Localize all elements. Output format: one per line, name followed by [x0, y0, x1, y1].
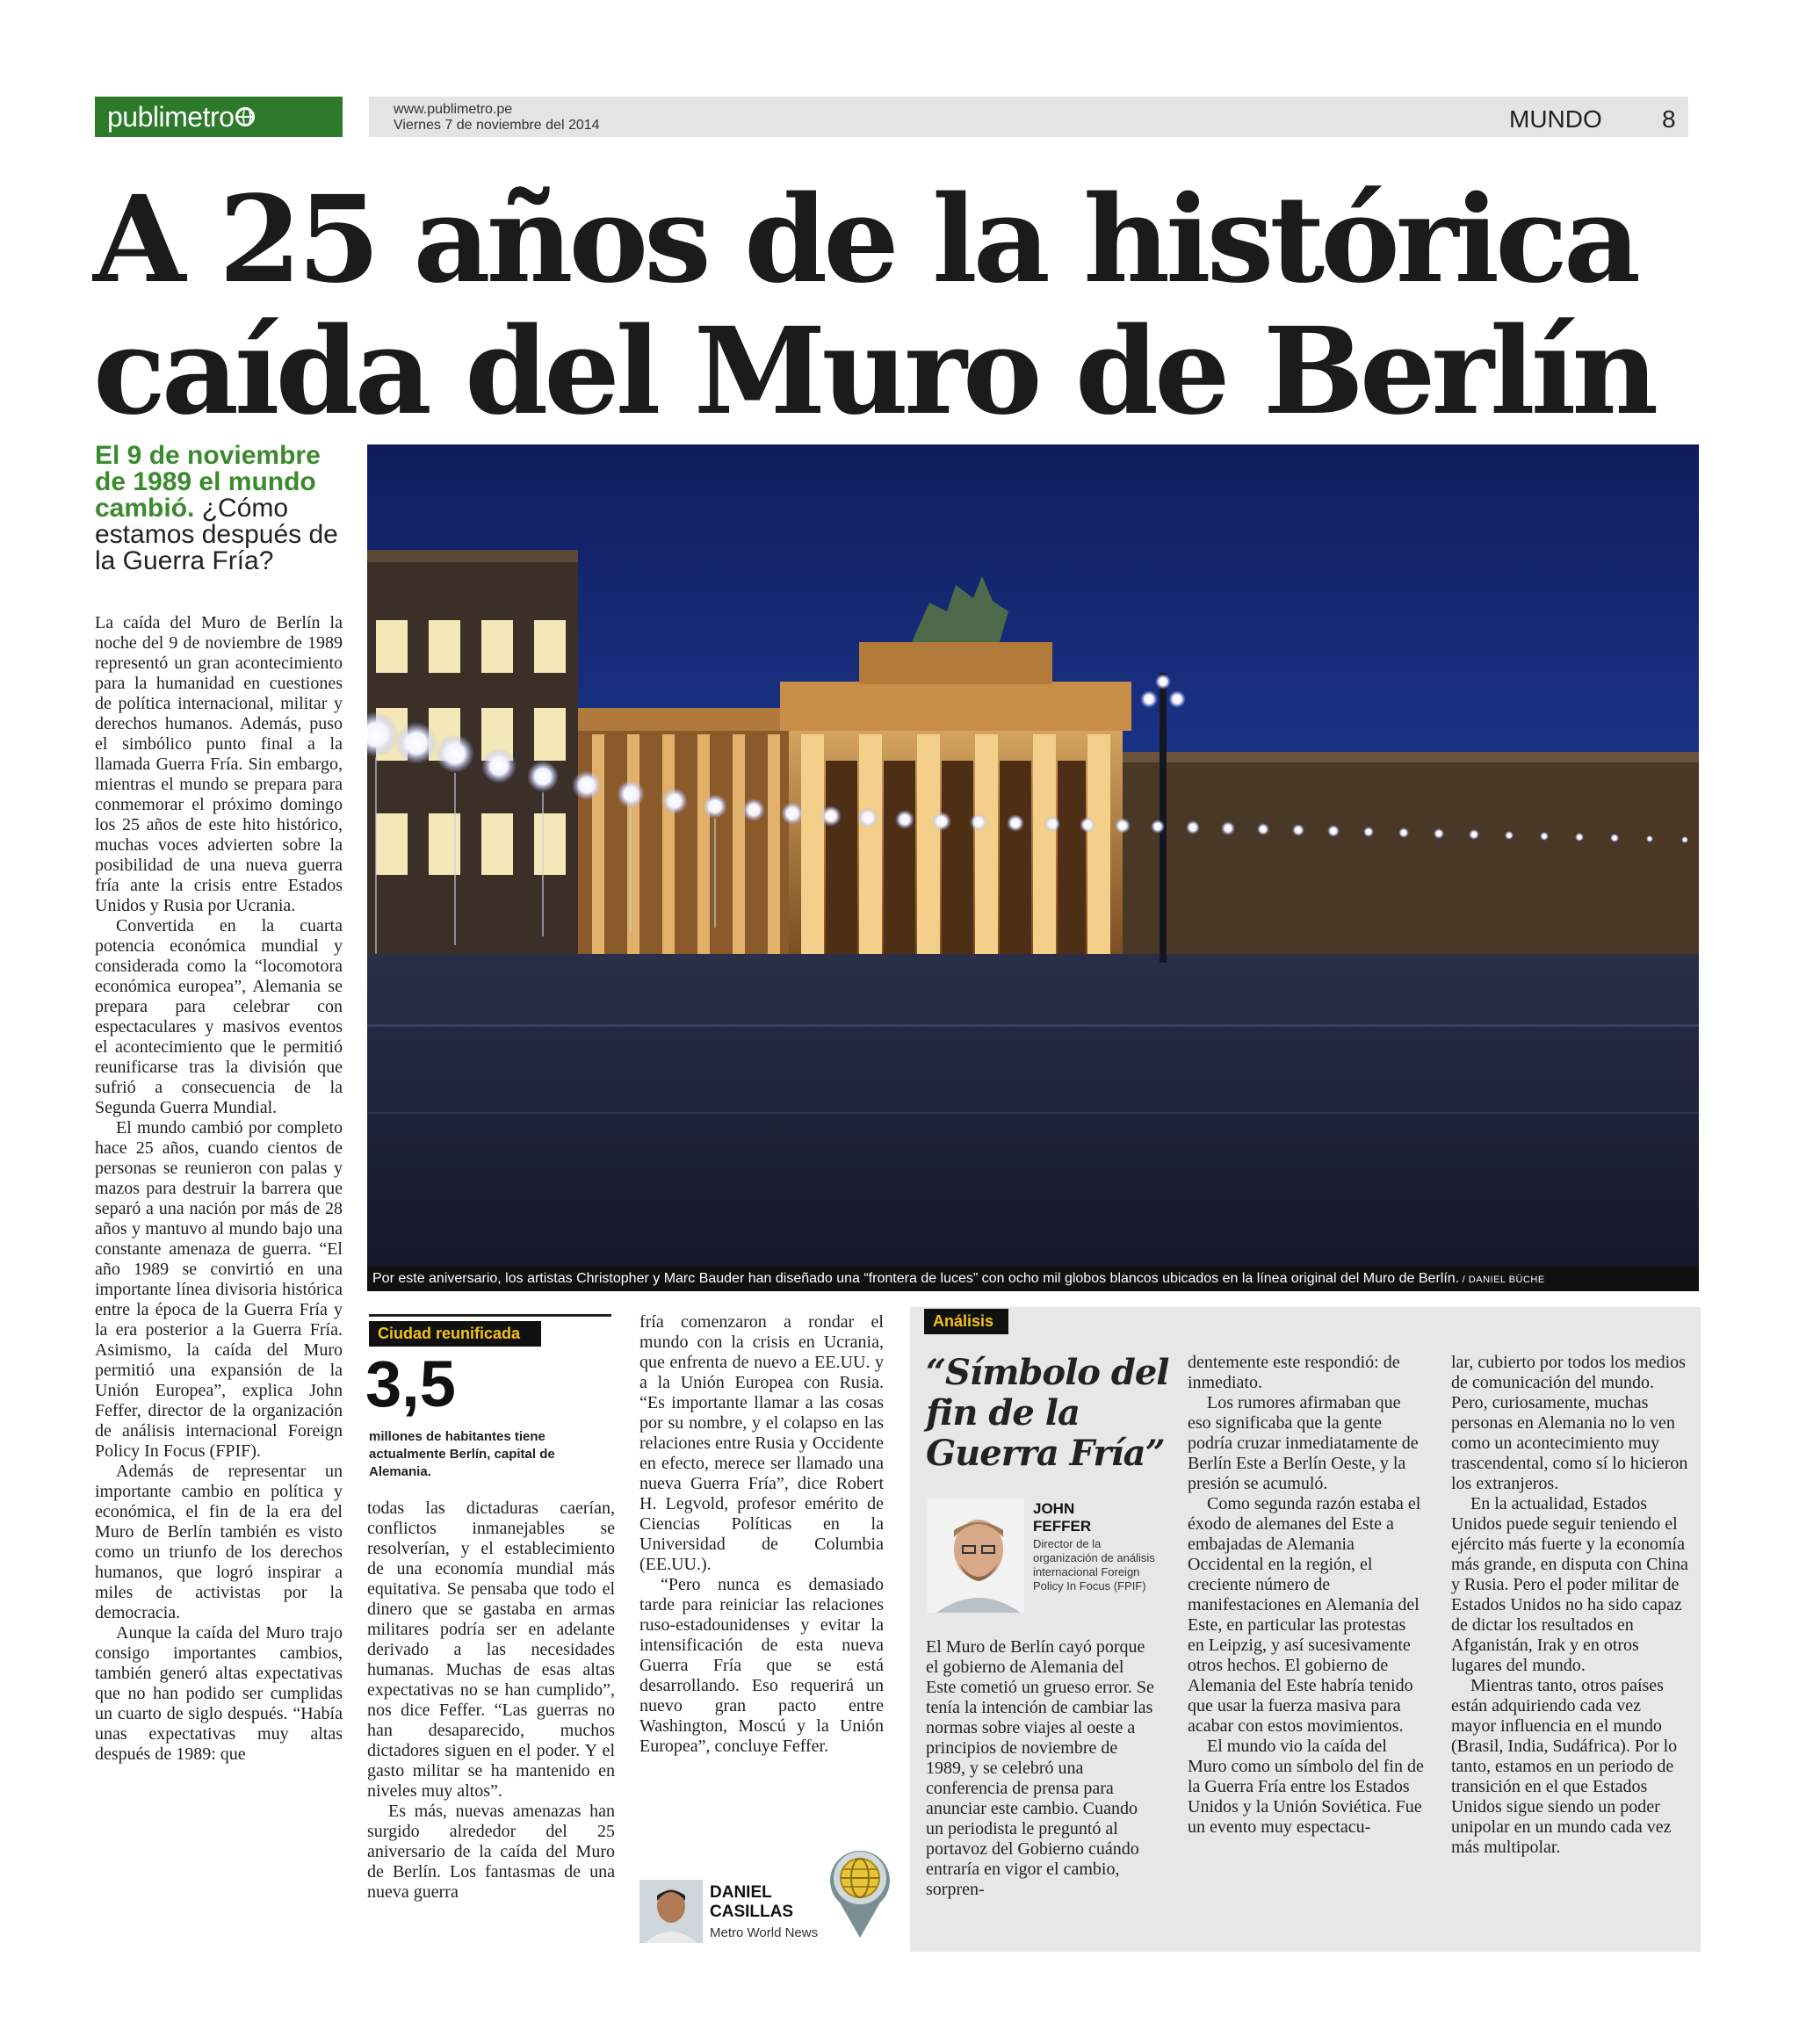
analysis-tag: Análisis	[924, 1309, 1008, 1334]
page-number: 8	[1662, 105, 1676, 133]
expert-avatar	[928, 1499, 1024, 1613]
headline-line-2: caída del Muro de Berlín	[93, 301, 1655, 442]
body-column-2	[367, 1499, 615, 1903]
paragraph: todas las dictaduras caerían, conflictos inmanejables se resolverían, y el establecimiento de una economía mundial más equitativa. Se pensaba que todo el dinero que se gastaba en armas militares podría ser en adelante derivado a las necesidades humanas. Muchas de esas altas expectativas no se han cumplido”, nos dice Feffer. “Las guerras no han desaparecido, muchos dictadores siguen en el poder. Y el gasto militar se ha mantenido en niveles muy altos”.	[367, 1499, 615, 1801]
paragraph: El mundo vio la caída del Muro como un símbolo del fin de la Guerra Fría entre los Estados Unidos y la Unión Soviética. Fue un evento muy espectacu-	[1188, 1737, 1424, 1837]
analysis-column-1	[926, 1637, 1156, 1900]
factbox-tag: Ciudad reunificada	[369, 1321, 541, 1347]
photo-credit: / DANIEL BÜCHE	[1459, 1275, 1545, 1285]
factbox-description: millones de habitantes tiene actualmente Berlín, capital de Alemania.	[369, 1429, 555, 1479]
header-date: Viernes 7 de noviembre del 2014	[394, 118, 600, 133]
paragraph: Como segunda razón estaba el éxodo de alemanes del Este a embajadas de Alemania Occidental en la región, el creciente número de manifestaciones en Alemania del Este, en particular las protestas en Leipzig, y así sucesivamente otros hechos. El gobierno de Alemania del Este habría tenido que usar la fuerza masiva para acabar con estos movimientos.	[1188, 1494, 1421, 1736]
photo-illustration	[367, 444, 1699, 1267]
photo-caption	[367, 1267, 1699, 1291]
paragraph: Mientras tanto, otros países están adquiriendo cada vez mayor influencia en el mundo (Brasil, India, Sudáfrica). Por lo tanto, estamos en un periodo de transición en el que Estados Unidos sigue siendo un poder unipolar en un mundo cada vez más multipolar.	[1451, 1676, 1678, 1857]
paragraph: Además de representar un importante cambio en política y económica, el fin de la era del Muro de Berlín también es visto como un triunfo de los derechos humanos, que logró inspirar a miles de activistas por la democracia.	[95, 1462, 343, 1622]
paragraph: fría comenzaron a rondar el mundo con la crisis en Ucrania, que enfrenta de nuevo a EE.UU. y a la Unión Europea con Rusia. “Es importante llamar a las cosas por su nombre, y el colapso en las relaciones entre Rusia y Occidente en efecto, merece ser llamado una nueva Guerra Fría”, dice Robert H. Legvold, profesor emérito de Ciencias Políticas en la Universidad de Columbia (EE.UU.).	[639, 1312, 884, 1574]
expert-portrait	[928, 1499, 1024, 1613]
paragraph: Convertida en la cuarta potencia económica mundial y considerada como la “locomotora económica europea”, Alemania se prepara para celebrar con espectaculares y masivos eventos el acontecimiento que le permitió reunificarse tras la división que sufrió a consecuencia de la Segunda Guerra Mundial.	[95, 916, 343, 1117]
analysis-column-3	[1451, 1353, 1690, 1858]
author-portrait	[639, 1880, 703, 1943]
paragraph: Es más, nuevas amenazas han surgido alrededor del 25 aniversario de la caída del Muro de Berlín. Los fantasmas de una nueva guerra	[367, 1802, 615, 1902]
factbox-rule	[369, 1314, 611, 1317]
author-first-name: DANIEL	[710, 1883, 772, 1902]
author-organization: Metro World News	[710, 1925, 819, 1940]
globe-pin-graphic	[824, 1841, 896, 1939]
expert-first-name: JOHN	[1033, 1500, 1075, 1517]
section-name: MUNDO	[1509, 105, 1602, 133]
expert-role: Director de la organización de análisis internacional Foreign Policy In Focus (FPIF)	[1033, 1537, 1155, 1593]
paragraph: dentemente este respondió: de inmediato.	[1188, 1353, 1400, 1392]
headline-line-1: A 25 años de la histórica	[93, 170, 1637, 310]
world-globe-icon	[824, 1841, 896, 1939]
paragraph: El Muro de Berlín cayó porque el gobierno de Alemania del Este cometió un grueso error. Se tenía la intención de cambiar las normas sobre viajes al oeste a principios de noviembre de 1989, y se celebró una conferencia de prensa para anunciar este cambio. Cuando un periodista le preguntó al portavoz del Gobierno cuándo entraría en vigor el cambio, sorpren-	[926, 1637, 1154, 1899]
factbox-number: 3,5	[365, 1347, 456, 1420]
lead-highlight: El 9 de noviembre de 1989 el mundo cambió.	[95, 441, 321, 523]
body-column-1	[95, 613, 343, 1765]
paragraph: Los rumores afirmaban que eso significaba que la gente podría cruzar inmediatamente de Berlín Este a Berlín Oeste, y la presión se acumuló.	[1188, 1393, 1419, 1493]
paragraph: En la actualidad, Estados Unidos puede seguir teniendo el ejército más fuerte y la economía más grande, en disputa con China y Rusia. Pero el poder militar de Estados Unidos no ha sido capaz de dictar los resultados en Afganistán, Irak y en otros lugares del mundo.	[1451, 1494, 1688, 1675]
body-column-3	[639, 1312, 884, 1757]
globe-icon	[235, 107, 255, 126]
paragraph: “Pero nunca es demasiado tarde para reiniciar las relaciones ruso-estadounidenses y evitar la intensificación de esta nueva Guerra Fría que se está desarrollando. Eso requerirá un nuevo gran pacto entre Washington, Moscú y la Unión Europea”, concluye Feffer.	[639, 1575, 884, 1756]
lead-rest: ¿Cómo estamos después de la Guerra Fría?	[95, 494, 338, 575]
expert-last-name: FEFFER	[1033, 1518, 1092, 1535]
brandenburg-gate-photo	[367, 444, 1699, 1267]
analysis-column-2	[1188, 1353, 1425, 1838]
author-name	[710, 1883, 815, 1922]
paragraph: La caída del Muro de Berlín la noche del 9 de noviembre de 1989 representó un gran acontecimiento para la humanidad en cuestiones de política internacional, militar y derechos humanos. Además, puso el simbólico punto final a la llamada Guerra Fría. Sin embargo, mientras el mundo se prepara para conmemorar el próximo domingo los 25 años de este hito histórico, muchas voces advierten sobre la posibilidad de una nueva guerra fría ante la crisis entre Estados Unidos y Rusia por Ucrania.	[95, 613, 343, 915]
paragraph: Aunque la caída del Muro trajo consigo importantes cambios, también generó altas expectativas que no han podido ser cumplidas un cuarto de siglo después. “Había unas expectativas muy altas después de 1989: que	[95, 1623, 343, 1764]
caption-text: Por este aniversario, los artistas Christopher y Marc Bauder han diseñado una “frontera de luces” con ocho mil globos blancos ubicados en la línea original del Muro de Berlín.	[372, 1271, 1460, 1286]
headline	[93, 170, 1692, 442]
paragraph: lar, cubierto por todos los medios de comunicación del mundo. Pero, curiosamente, muchas personas en Alemania no lo ven como un acontecimiento muy trascendental, como sí lo hicieron los extranjeros.	[1451, 1353, 1688, 1493]
lead-paragraph	[95, 443, 358, 574]
logo-text: publimetro	[107, 100, 235, 133]
author-last-name: CASILLAS	[710, 1903, 793, 1921]
publimetro-logo	[95, 97, 343, 137]
author-avatar	[639, 1880, 703, 1943]
analysis-quote: “Símbolo del fin de la Guerra Fría”	[926, 1352, 1169, 1474]
header-url: www.publimetro.pe	[394, 102, 513, 117]
header-bar	[369, 97, 1688, 137]
paragraph: El mundo cambió por completo hace 25 años, cuando cientos de personas se reunieron con palas y mazos para destruir la barrera que separó a una nación por más de 28 años y mantuvo al mundo bajo una constante amenaza de guerra. “El año 1989 se convirtió en una importante línea divisoria histórica entre la época de la Guerra Fría y la era posterior a la Guerra Fría. Asimismo, la caída del Muro permitió una expansión de la Unión Europea”, explica John Feffer, director de la organización de análisis internacional Foreign Policy In Focus (FPIF).	[95, 1118, 343, 1461]
expert-name	[1033, 1500, 1091, 1535]
